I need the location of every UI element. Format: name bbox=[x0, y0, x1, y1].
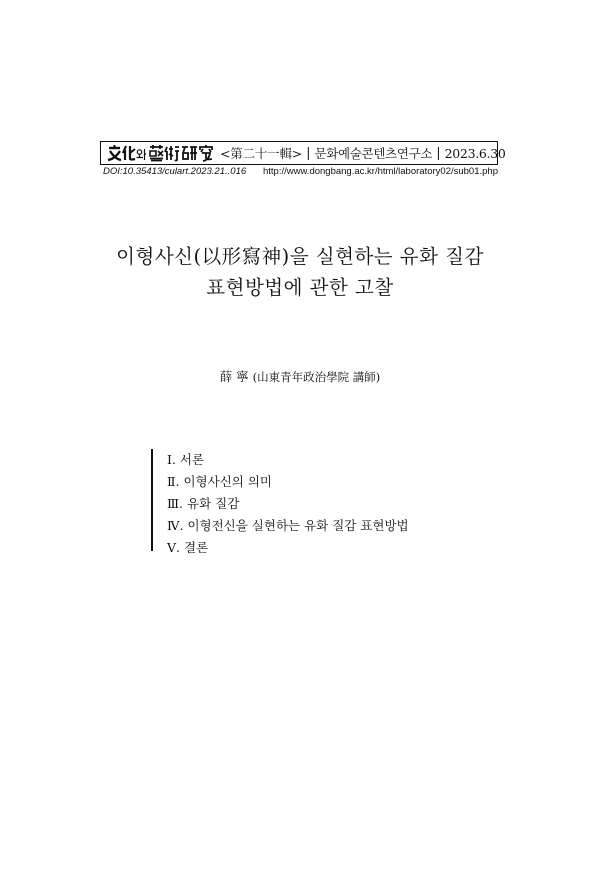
doi-text: DOI:10.35413/culart.2023.21..016 bbox=[103, 166, 247, 177]
separator: | bbox=[306, 145, 311, 161]
toc-item bbox=[167, 537, 409, 559]
toc-item bbox=[167, 471, 409, 493]
paper-title-line-1: 이형사신(以形寫神)을 실현하는 유화 질감 bbox=[116, 245, 484, 268]
toc-number: Ⅳ. bbox=[167, 518, 184, 533]
toc-item bbox=[167, 449, 409, 471]
author-name: 薛 寧 bbox=[219, 369, 249, 384]
toc-label: 이형사신의 의미 bbox=[183, 474, 272, 489]
department-name: 문화예술콘텐츠연구소 bbox=[314, 146, 433, 161]
author-affiliation: (山東青年政治學院 講師) bbox=[252, 370, 381, 384]
toc-label: 서론 bbox=[179, 452, 205, 467]
url-link[interactable]: http://www.dongbang.ac.kr/html/laboratory02/sub01.php bbox=[262, 166, 498, 177]
meta-line bbox=[103, 166, 498, 177]
toc-item bbox=[167, 515, 409, 537]
paper-title-line-2: 표현방법에 관한 고찰 bbox=[206, 276, 394, 299]
author-line bbox=[0, 367, 600, 385]
toc-number: Ⅱ. bbox=[167, 474, 180, 489]
journal-logo-icon bbox=[106, 144, 214, 162]
issue-number: <第二十一輯> bbox=[220, 146, 303, 161]
toc-label: 유화 질감 bbox=[187, 496, 240, 511]
journal-logo bbox=[106, 144, 214, 162]
toc-item bbox=[167, 493, 409, 515]
table-of-contents bbox=[151, 449, 409, 555]
journal-header bbox=[100, 141, 506, 165]
publication-date: 2023.6.30 bbox=[444, 145, 506, 161]
toc-label: 결론 bbox=[184, 540, 209, 555]
toc-number: Ⅲ. bbox=[167, 496, 184, 511]
toc-label: 이형전신을 실현하는 유화 질감 표현방법 bbox=[187, 518, 409, 533]
separator: | bbox=[436, 145, 441, 161]
toc-number: Ⅴ. bbox=[167, 540, 181, 555]
toc-number: Ⅰ. bbox=[167, 452, 176, 467]
